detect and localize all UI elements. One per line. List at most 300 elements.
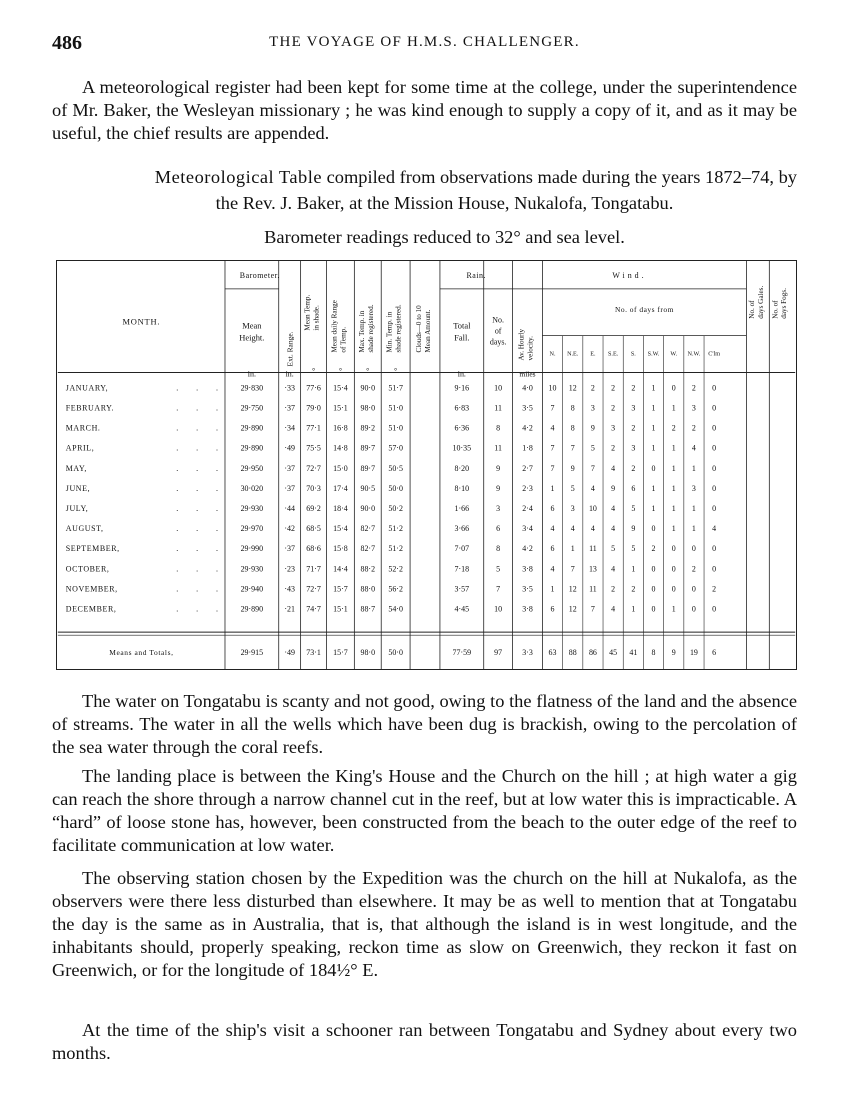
totals-row-max-temp: 98·0 [360, 648, 376, 658]
totals-row-mean-height: 29·915 [240, 648, 264, 658]
row-2-min-temp: 51·0 [388, 423, 403, 433]
row-6-wind-4: 5 [631, 503, 636, 513]
row-6-total-fall: 1·66 [454, 503, 470, 513]
row-3-total-fall: 10·35 [452, 443, 472, 453]
row-10-leader: . [196, 584, 199, 594]
row-1-leader: . [176, 403, 179, 413]
max-temp-header: shade registered. [366, 304, 375, 353]
rain-group-header: Rain. [466, 270, 487, 280]
gales-header: days Gales. [756, 285, 765, 319]
total-fall-header: Fall. [454, 332, 470, 343]
row-2-mean-temp: 77·1 [306, 423, 321, 433]
row-6-wind-7: 1 [691, 503, 696, 513]
row-8-wind-1: 1 [570, 544, 575, 554]
row-4-wind-7: 1 [691, 463, 696, 473]
row-3-leader: . [176, 443, 179, 453]
totals-row-wind-4: 41 [629, 648, 638, 658]
wind-dir-header-6: W. [670, 351, 678, 358]
row-6-leader: . [216, 503, 219, 513]
row-8-leader: . [216, 544, 219, 554]
row-2-wind-5: 1 [651, 423, 656, 433]
row-0-leader: . [176, 383, 179, 393]
row-6-leader: . [176, 503, 179, 513]
row-10-leader: . [216, 584, 219, 594]
row-3-leader: . [196, 443, 199, 453]
hourly-velocity-header: Av. Hourly [517, 328, 526, 361]
row-3-wind-6: 1 [671, 443, 676, 453]
row-5-wind-3: 9 [611, 483, 616, 493]
unit-mean-height: in. [247, 369, 256, 379]
row-7-leader: . [196, 524, 199, 534]
row-10-daily-range: 15·7 [333, 584, 348, 594]
row-1-total-fall: 6·83 [454, 403, 470, 413]
fogs-header: No. of [771, 300, 780, 319]
row-9-wind-5: 0 [651, 564, 656, 574]
row-0-daily-range: 15·4 [333, 383, 348, 393]
row-3-hourly-velocity: 1·8 [522, 443, 533, 453]
wind-dir-header-4: S. [630, 351, 636, 358]
row-5-leader: . [216, 483, 219, 493]
row-1-mean-height: 29·750 [240, 403, 264, 413]
totals-row-wind-8: 6 [712, 648, 717, 658]
row-5-hourly-velocity: 2·3 [522, 483, 533, 493]
row-11-leader: . [196, 604, 199, 614]
row-3-wind-0: 7 [550, 443, 555, 453]
rain-days-header: days. [489, 337, 507, 347]
row-2-rain-days: 8 [496, 423, 501, 433]
row-2-max-temp: 89·2 [360, 423, 376, 433]
row-8-wind-4: 5 [631, 544, 636, 554]
row-3-wind-1: 7 [570, 443, 575, 453]
row-9-leader: . [216, 564, 219, 574]
row-9-max-temp: 88·2 [360, 564, 376, 574]
row-0-wind-4: 2 [631, 383, 636, 393]
row-1-rain-days: 11 [494, 403, 502, 413]
row-9-rain-days: 5 [496, 564, 501, 574]
row-1-leader: . [196, 403, 199, 413]
row-11-leader: . [216, 604, 219, 614]
row-4-mean-height: 29·950 [240, 463, 264, 473]
row-7-min-temp: 51·2 [388, 524, 403, 534]
row-7-mean-temp: 68·5 [306, 524, 321, 534]
row-9-total-fall: 7·18 [454, 564, 470, 574]
row-10-wind-1: 12 [568, 584, 577, 594]
row-5-min-temp: 50·0 [388, 483, 403, 493]
days-from-header: No. of days from [614, 304, 674, 314]
row-2-leader: . [176, 423, 179, 433]
row-10-ext-range: ·43 [284, 584, 295, 594]
page-number: 486 [52, 32, 82, 54]
row-8-wind-8: 0 [712, 544, 717, 554]
row-0-min-temp: 51·7 [388, 383, 403, 393]
rain-days-header: of [494, 326, 502, 336]
wind-dir-header-0: N. [549, 351, 556, 358]
row-1-mean-temp: 79·0 [306, 403, 321, 413]
row-3-daily-range: 14·8 [333, 443, 348, 453]
row-0-wind-0: 10 [548, 383, 557, 393]
row-0-wind-7: 2 [691, 383, 696, 393]
row-3-wind-3: 2 [611, 443, 616, 453]
row-1-month: FEBRUARY. [65, 403, 115, 413]
table-caption [52, 166, 797, 189]
row-3-rain-days: 11 [494, 443, 502, 453]
row-6-wind-1: 3 [570, 503, 575, 513]
row-5-daily-range: 17·4 [333, 483, 348, 493]
row-4-daily-range: 15·0 [333, 463, 348, 473]
row-8-rain-days: 8 [496, 544, 501, 554]
min-temp-header: shade registered. [394, 304, 403, 353]
row-10-wind-7: 0 [691, 584, 696, 594]
row-0-wind-2: 2 [590, 383, 595, 393]
row-0-mean-height: 29·830 [240, 383, 264, 393]
row-9-mean-height: 29·930 [240, 564, 264, 574]
row-7-wind-3: 4 [611, 524, 616, 534]
row-11-wind-1: 12 [568, 604, 577, 614]
row-11-wind-5: 0 [651, 604, 656, 614]
row-0-month: JANUARY, [65, 383, 109, 393]
row-7-mean-height: 29·970 [240, 524, 264, 534]
row-9-ext-range: ·23 [284, 564, 295, 574]
row-6-month: JULY, [65, 503, 89, 513]
row-9-wind-3: 4 [611, 564, 616, 574]
row-6-wind-6: 1 [671, 503, 676, 513]
row-6-rain-days: 3 [496, 503, 501, 513]
row-7-hourly-velocity: 3·4 [522, 524, 533, 534]
row-0-leader: . [216, 383, 219, 393]
totals-row-hourly-velocity: 3·3 [522, 648, 533, 658]
row-10-mean-height: 29·940 [240, 584, 264, 594]
row-1-wind-1: 8 [570, 403, 575, 413]
row-6-hourly-velocity: 2·4 [522, 503, 533, 513]
row-0-max-temp: 90·0 [360, 383, 376, 393]
row-11-mean-temp: 74·7 [306, 604, 321, 614]
row-8-wind-5: 2 [651, 544, 656, 554]
row-9-leader: . [176, 564, 179, 574]
row-0-wind-8: 0 [712, 383, 717, 393]
row-5-leader: . [176, 483, 179, 493]
row-1-max-temp: 98·0 [360, 403, 376, 413]
row-10-wind-6: 0 [671, 584, 676, 594]
row-5-wind-0: 1 [550, 483, 555, 493]
row-9-hourly-velocity: 3·8 [522, 564, 533, 574]
row-5-wind-7: 3 [691, 483, 696, 493]
totals-row-ext-range: ·49 [284, 648, 295, 658]
totals-row-wind-5: 8 [651, 648, 656, 658]
row-7-wind-2: 4 [590, 524, 595, 534]
row-4-hourly-velocity: 2·7 [522, 463, 533, 473]
row-5-wind-8: 0 [712, 483, 717, 493]
row-6-mean-temp: 69·2 [306, 503, 321, 513]
totals-row-wind-3: 45 [609, 648, 618, 658]
row-4-leader: . [176, 463, 179, 473]
row-3-wind-7: 4 [691, 443, 696, 453]
row-1-min-temp: 51·0 [388, 403, 403, 413]
hourly-velocity-header: velocity. [526, 336, 535, 361]
paragraph-landing [52, 765, 797, 857]
row-7-total-fall: 3·66 [454, 524, 470, 534]
row-6-wind-8: 0 [712, 503, 717, 513]
row-1-ext-range: ·37 [284, 403, 295, 413]
row-10-month: NOVEMBER, [65, 584, 118, 594]
row-8-wind-2: 11 [589, 544, 597, 554]
row-4-ext-range: ·37 [284, 463, 295, 473]
row-5-rain-days: 9 [496, 483, 501, 493]
row-8-leader: . [196, 544, 199, 554]
row-9-daily-range: 14·4 [333, 564, 348, 574]
unit-max-temp: ° [366, 366, 370, 376]
paragraph-water-text: The water on Tongatabu is scanty and not good, owing to the flatness of the land and the absence of streams. The water in all the wells which have been dug is brackish, owing to the percolation of the sea water through the coral reefs. [52, 691, 797, 757]
wind-dir-header-5: S.W. [647, 351, 660, 358]
mean-temp-header: in shade. [312, 305, 321, 331]
row-4-wind-6: 1 [671, 463, 676, 473]
row-8-max-temp: 82·7 [360, 544, 376, 554]
row-0-wind-6: 0 [671, 383, 676, 393]
row-6-ext-range: ·44 [284, 503, 295, 513]
row-3-mean-temp: 75·5 [306, 443, 321, 453]
row-3-ext-range: ·49 [284, 443, 295, 453]
row-2-month: MARCH. [65, 423, 101, 433]
wind-dir-header-7: N.W. [687, 351, 701, 358]
row-3-max-temp: 89·7 [360, 443, 376, 453]
row-4-min-temp: 50·5 [388, 463, 403, 473]
row-11-wind-0: 6 [550, 604, 555, 614]
row-7-rain-days: 6 [496, 524, 501, 534]
row-10-total-fall: 3·57 [454, 584, 470, 594]
row-6-wind-5: 1 [651, 503, 656, 513]
row-8-daily-range: 15·8 [333, 544, 348, 554]
unit-mean-temp: ° [311, 366, 316, 376]
row-7-wind-1: 4 [570, 524, 575, 534]
row-2-wind-1: 8 [570, 423, 575, 433]
wind-dir-header-2: E. [590, 351, 596, 358]
row-5-wind-2: 4 [590, 483, 595, 493]
row-0-rain-days: 10 [494, 383, 503, 393]
row-10-wind-4: 2 [631, 584, 636, 594]
month-header: MONTH. [122, 316, 161, 327]
row-3-wind-5: 1 [651, 443, 656, 453]
row-11-ext-range: ·21 [284, 604, 295, 614]
row-5-leader: . [196, 483, 199, 493]
table-caption-line2: the Rev. J. Baker, at the Mission House, Nukalofa, Tongatabu. [215, 193, 674, 213]
row-2-wind-7: 2 [691, 423, 696, 433]
row-11-rain-days: 10 [494, 604, 503, 614]
row-11-min-temp: 54·0 [388, 604, 403, 614]
row-4-total-fall: 8·20 [454, 463, 470, 473]
daily-range-header: of Temp. [339, 326, 348, 353]
row-10-hourly-velocity: 3·5 [522, 584, 533, 594]
row-5-wind-1: 5 [570, 483, 575, 493]
paragraph-station-text: The observing station chosen by the Expedition was the church on the hill at Nukalofa, as the observers were there less disturbed than elsewhere. It may be as well to mention that at Tongatabu the day is the same as in Australia, that is, that although the island is in west longitude, and the inhabitants should, properly speaking, reckon time as slow on Greenwich, they reckon it fast on Greenwich, or for the longitude of 184½° E. [52, 868, 797, 980]
row-0-wind-3: 2 [611, 383, 616, 393]
row-11-leader: . [176, 604, 179, 614]
row-6-wind-3: 4 [611, 503, 616, 513]
row-9-wind-4: 1 [631, 564, 636, 574]
row-7-wind-8: 4 [712, 524, 717, 534]
row-3-month: APRIL, [65, 443, 95, 453]
table-caption-rest: compiled from observations made during the years 1872–74, by [322, 167, 797, 187]
row-10-max-temp: 88·0 [360, 584, 376, 594]
row-4-mean-temp: 72·7 [306, 463, 321, 473]
row-1-wind-8: 0 [712, 403, 717, 413]
row-11-wind-4: 1 [631, 604, 636, 614]
paragraph-schooner-text: At the time of the ship's visit a schooner ran between Tongatabu and Sydney about every two months. [52, 1020, 797, 1063]
row-0-ext-range: ·33 [284, 383, 295, 393]
row-2-wind-8: 0 [712, 423, 717, 433]
barometer-group-header: Barometer. [239, 270, 280, 280]
row-1-wind-6: 1 [671, 403, 676, 413]
rain-days-header: No. [492, 315, 505, 325]
row-0-wind-1: 12 [568, 383, 577, 393]
row-8-wind-7: 0 [691, 544, 696, 554]
row-4-wind-8: 0 [712, 463, 717, 473]
row-2-wind-3: 3 [611, 423, 616, 433]
min-temp-header: Min. Temp. in [385, 311, 394, 353]
row-5-wind-4: 6 [631, 483, 636, 493]
row-11-wind-7: 0 [691, 604, 696, 614]
row-11-wind-8: 0 [712, 604, 717, 614]
wind-dir-header-1: N.E. [567, 351, 579, 358]
row-9-wind-0: 4 [550, 564, 555, 574]
row-7-daily-range: 15·4 [333, 524, 348, 534]
row-7-leader: . [216, 524, 219, 534]
row-8-leader: . [176, 544, 179, 554]
unit-min-temp: ° [394, 366, 398, 376]
max-temp-header: Max. Temp. in [357, 310, 366, 353]
table-subtitle: Barometer readings reduced to 32° and sea level. [264, 227, 625, 247]
row-1-wind-2: 3 [590, 403, 595, 413]
row-7-wind-4: 9 [631, 524, 636, 534]
row-4-wind-3: 4 [611, 463, 616, 473]
running-title: THE VOYAGE OF H.M.S. CHALLENGER. [269, 34, 580, 50]
row-4-wind-2: 7 [590, 463, 595, 473]
row-10-wind-5: 0 [651, 584, 656, 594]
mean-height-header: Mean [242, 320, 262, 331]
total-fall-header: Total [453, 320, 471, 331]
row-7-wind-7: 1 [691, 524, 696, 534]
wind-dir-header-8: C'lm [708, 351, 720, 358]
row-0-wind-5: 1 [651, 383, 656, 393]
row-10-wind-3: 2 [611, 584, 616, 594]
row-10-rain-days: 7 [496, 584, 501, 594]
totals-row-total-fall: 77·59 [452, 648, 472, 658]
totals-row-daily-range: 15·7 [333, 648, 348, 658]
row-4-rain-days: 9 [496, 463, 501, 473]
row-7-wind-5: 0 [651, 524, 656, 534]
row-7-wind-6: 1 [671, 524, 676, 534]
row-2-ext-range: ·34 [284, 423, 295, 433]
row-9-wind-6: 0 [671, 564, 676, 574]
totals-row-rain-days: 97 [494, 648, 503, 658]
totals-row-wind-1: 88 [568, 648, 577, 658]
row-4-leader: . [196, 463, 199, 473]
totals-row-min-temp: 50·0 [388, 648, 403, 658]
row-2-daily-range: 16·8 [333, 423, 348, 433]
row-11-hourly-velocity: 3·8 [522, 604, 533, 614]
wind-group-header: Wind. [612, 270, 647, 280]
unit-hourly-velocity: miles [519, 369, 536, 379]
unit-daily-range: ° [338, 366, 343, 376]
row-3-mean-height: 29·890 [240, 443, 264, 453]
row-7-leader: . [176, 524, 179, 534]
row-8-min-temp: 51·2 [388, 544, 403, 554]
row-10-min-temp: 56·2 [388, 584, 403, 594]
row-9-month: OCTOBER, [65, 564, 110, 574]
row-10-leader: . [176, 584, 179, 594]
row-2-wind-6: 2 [671, 423, 676, 433]
totals-row-wind-6: 9 [671, 648, 676, 658]
totals-row-wind-0: 63 [548, 648, 557, 658]
row-2-mean-height: 29·890 [240, 423, 264, 433]
wind-dir-header-3: S.E. [608, 351, 619, 358]
row-8-mean-temp: 68·6 [306, 544, 321, 554]
row-11-mean-height: 29·890 [240, 604, 264, 614]
row-11-max-temp: 88·7 [360, 604, 376, 614]
row-11-wind-6: 1 [671, 604, 676, 614]
row-4-max-temp: 89·7 [360, 463, 376, 473]
clouds-header: Mean Amount. [423, 309, 432, 353]
row-8-hourly-velocity: 4·2 [522, 544, 533, 554]
row-9-min-temp: 52·2 [388, 564, 403, 574]
row-3-wind-8: 0 [712, 443, 717, 453]
row-4-wind-0: 7 [550, 463, 555, 473]
row-2-wind-0: 4 [550, 423, 555, 433]
row-8-mean-height: 29·990 [240, 544, 264, 554]
row-8-total-fall: 7·07 [454, 544, 470, 554]
unit-ext-range: in. [285, 369, 294, 379]
row-6-leader: . [196, 503, 199, 513]
row-3-wind-4: 3 [631, 443, 636, 453]
row-1-wind-5: 1 [651, 403, 656, 413]
row-8-wind-6: 0 [671, 544, 676, 554]
gales-header: No. of [747, 300, 756, 319]
row-5-ext-range: ·37 [284, 483, 295, 493]
table-caption-lead: Meteorological Table [154, 167, 322, 187]
row-9-leader: . [196, 564, 199, 574]
row-7-wind-0: 4 [550, 524, 555, 534]
intro-paragraph [52, 76, 797, 145]
mean-height-header: Height. [239, 332, 265, 343]
mean-temp-header: Mean Temp. [303, 294, 312, 331]
row-9-wind-2: 13 [588, 564, 597, 574]
row-1-wind-0: 7 [550, 403, 555, 413]
clouds-header: Clouds—0 to 10 [415, 305, 424, 353]
row-5-month: JUNE, [65, 483, 91, 493]
paragraph-water [52, 690, 797, 759]
ext-range-header: Ext. Range. [285, 331, 295, 367]
row-9-mean-temp: 71·7 [306, 564, 321, 574]
row-1-wind-4: 3 [631, 403, 636, 413]
row-3-wind-2: 5 [590, 443, 595, 453]
row-6-wind-0: 6 [550, 503, 555, 513]
row-4-wind-4: 2 [631, 463, 636, 473]
row-10-mean-temp: 72·7 [306, 584, 321, 594]
row-11-daily-range: 15·1 [333, 604, 348, 614]
row-4-month: MAY, [65, 463, 87, 473]
totals-row-wind-2: 86 [588, 648, 597, 658]
row-2-wind-4: 2 [631, 423, 636, 433]
daily-range-header: Mean daily Range [330, 300, 339, 353]
row-11-wind-2: 7 [590, 604, 595, 614]
totals-row-wind-7: 19 [689, 648, 698, 658]
row-6-daily-range: 18·4 [333, 503, 348, 513]
row-8-wind-0: 6 [550, 544, 555, 554]
row-11-total-fall: 4·45 [454, 604, 470, 614]
row-4-wind-5: 0 [651, 463, 656, 473]
row-5-wind-5: 1 [651, 483, 656, 493]
row-0-mean-temp: 77·6 [306, 383, 321, 393]
row-9-wind-8: 0 [712, 564, 717, 574]
row-1-leader: . [216, 403, 219, 413]
